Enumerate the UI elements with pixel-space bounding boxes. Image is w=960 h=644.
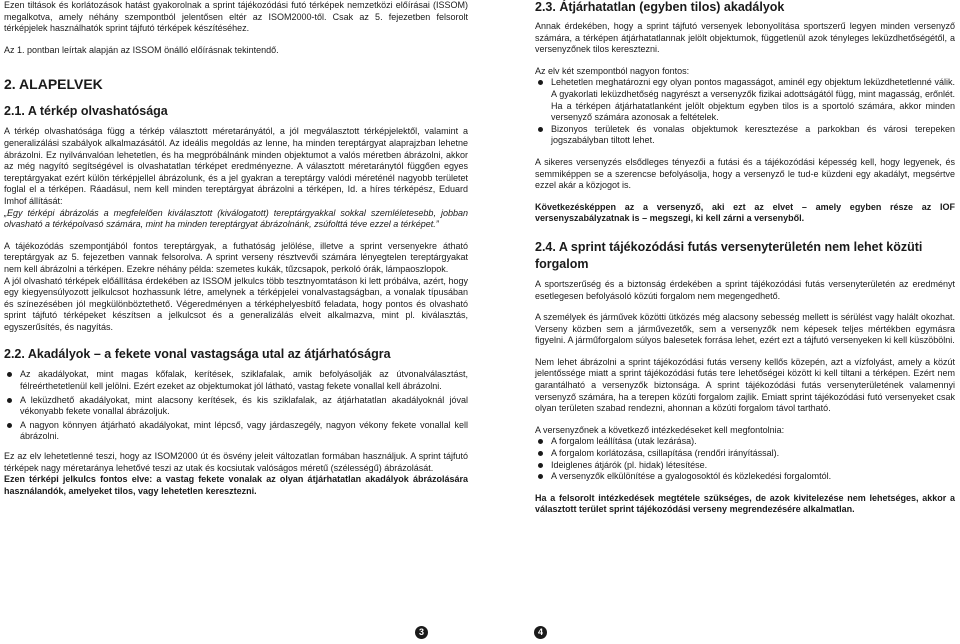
list-item: Az akadályokat, mint magas kőfalak, kerítések, sziklafalak, amik befolyásolják az útvonalválasztást, félreérthetetlenül kell jelölni. Ezért ezeket az objektumokat jól látható, vastag fekete vonallal kell ábrázolni. xyxy=(4,369,468,392)
section-2-2-title: 2.2. Akadályok – a fekete vonal vastagsága utal az átjárhatóságra xyxy=(4,347,391,362)
list-item: Ideiglenes átjárók (pl. hidak) létesítése. xyxy=(535,460,955,472)
imhof-quote: „Egy térképi ábrázolás a megfelelően kiválasztott (kiválogatott) tereptárgyakkal sokkal szemléletesebb, jobban olvasható a térképolvasó számára, mint ha minden tereptárgyat ábrázolnánk, zsúfolttá téve ezzel a térképet.” xyxy=(4,207,468,230)
section-2-4-title: 2.4. A sprint tájékozódási futás versenyterületén nem lehet közüti forgalom xyxy=(535,239,923,271)
list-item: A forgalom leállítása (utak lezárása). xyxy=(535,436,955,448)
right-page-column xyxy=(535,0,955,516)
intro-paragraph: Ezen tiltások és korlátozások hatást gyakorolnak a sprint tájékozódási futó térképek nemzetközi előírásai (ISSOM) megalkotva, amely néhány szempontból jelentősen eltér az ISOM2000-től. Csak az 5. fejezetben felsorolt térképjelek használhatók sprint tájfutó térképek készítéséhez. xyxy=(4,0,468,34)
list-item: A nagyon könnyen átjárható akadályokat, mint lépcső, vagy járdaszegély, nagyon vékony fekete vonallal kell ábrázolni. xyxy=(4,420,468,443)
list-item: Lehetetlen meghatározni egy olyan pontos magasságot, aminél egy objektum leküzdhetetlenné válik. A gyakorlati leküzdhetőség nagyrészt a versenyzők fizikai adottságától függ, mint magasság, erőnlét. Ha a térképen átjárhatatlanként jelölt objektum egyben tilos is a sportoló számára, akkor minden versenyző számára azonosak a feltételek. xyxy=(535,77,955,123)
page-number-right: 4 xyxy=(534,626,547,639)
section-2-3-list xyxy=(535,77,955,147)
list-item: Bizonyos területek és vonalas objektumok keresztezése a parkokban és városi terepeken jogszabályban tiltott lehet. xyxy=(535,124,955,147)
section-2-1-paragraph-2: A tájékozódás szempontjából fontos tereptárgyak, a futhatóság jelölése, illetve a sprint versenyekre átható tereptárgyak az 5. fejezetben vannak felsorolva. A sprint verseny résztvevői számára lényegtelen tereptárgyakat nem kell ábrázolni a térképen. Ezekre néhány példa: szemetes kukák, tűzcsapok, perkoló órák, lámpaoszlopok. xyxy=(4,240,468,274)
intro-note: Az 1. pontban leírtak alapján az ISSOM önálló előírásnak tekintendő. xyxy=(4,44,279,55)
section-2-4-lead: A versenyzőnek a következő intézkedéseket kell megfontolnia: xyxy=(535,424,785,435)
left-page-column xyxy=(4,0,468,497)
list-item: A forgalom korlátozása, csillapítása (rendőri irányítással). xyxy=(535,448,955,460)
section-2-4-paragraph-2: A személyek és járművek közötti ütközés még alacsony sebesség mellett is sérülést vagy halált okozhat. Verseny közben sem a járművezetők, sem a versenyzők nem képesek teljes mértékben egymásra figyelni. A járműforgalom súlyos balesetek forrása lehet, ezért ezt a tájfutó versenyeken ki kell küszöbölni. xyxy=(535,312,955,346)
section-2-1-title: 2.1. A térkép olvashatósága xyxy=(4,104,168,119)
section-2-2-bold-note: Ezen térképi jelkulcs fontos elve: a vastag fekete vonalak az olyan átjárhatatlan akadályok ábrázolására használandók, amelyeket tilos, vagy lehetetlen keresztezni. xyxy=(4,474,468,496)
section-2-2-list xyxy=(4,369,468,443)
section-2-4-paragraph-3: Nem lehet ábrázolni a sprint tájékozódási futás verseny kellős közepén, azt a vízfolyást, amely a közút jelentőssége miatt a sprint tájékozódási futás tere lehetőségei között ki kell tiltani a térképen. Ezért nem garantálható a versenyzők biztonsága. A sprint tájékozódási futás versenyterületének valamennyi versenyző számára, ha a terepen közúti forgalom zajlik. Emiatt sprint tájékozódási futó versenyeket csak olyan területen szabad rendezni, ahonnan a közúti forgalom távol tartható. xyxy=(535,356,955,414)
section-2-3-paragraph-2: A sikeres versenyzés elsődleges tényezői a futási és a tájékozódási képesség kell, hogy legyenek, és semmiképpen se a szerencse befolyásolja, hogy a versenyző le tud-e küzdeni egy akadályt, megsértve ezzel akár a közjogot is. xyxy=(535,156,955,191)
section-2-3-paragraph: Annak érdekében, hogy a sprint tájfutó versenyek lebonyolítása sportszerű legyen minden versenyző számára, a térképen átjárhatatlannak jelölt objektumok, függetlenül azok tényleges leküzdhetőségétől, a versenyzőnek tilos keresztezni. xyxy=(535,21,955,55)
section-2-3-lead: Az elv két szempontból nagyon fontos: xyxy=(535,65,690,76)
section-2-4-paragraph: A sportszerűség és a biztonság érdekében a sprint tájékozódási futás versenyterületén az eredményt esetlegesen befolyásoló közúti forgalom nem megengedhető. xyxy=(535,278,955,301)
section-2-1-paragraph-3: A jól olvasható térképek előállítása érdekében az ISSOM jelkulcs több tesztnyomtatáson ki lett próbálva, azért, hogy egy kiegyensúlyozott jelkulcsot hozhassunk létre, amelynek a térképjelei vonalvastagságban, a vonalak típusában és színezésében jól megkülönböztethető. Végeredményen a térképhelyesbítő feladata, hogy pontos és olvasható sprint tájfutó térképeket készítsen a jelkulcsot és a generalizálás elveit alkalmazva, mint pl. kiválasztás, egyszerűsítés, és nagyítás. xyxy=(4,275,468,332)
chapter-title: 2. ALAPELVEK xyxy=(4,76,103,93)
page-number-left: 3 xyxy=(415,626,428,639)
section-2-2-paragraph: Ez az elv lehetetlenné teszi, hogy az ISOM2000 út és ösvény jeleit változatlan formában használjuk. A sprint tájfutó térképek nagy méretaránya lehetővé teszi az utak és kocsiutak valóságos méretű (szélességű) ábrázolását. xyxy=(4,451,468,473)
section-2-4-bold-note: Ha a felsorolt intézkedések megtétele szükséges, de azok kivitelezése nem lehetséges, akkor a választott terület sprint tájékozódási verseny megrendezésére alkalmatlan. xyxy=(535,492,955,515)
section-2-4-list xyxy=(535,436,955,482)
list-item: A leküzdhető akadályokat, mint alacsony kerítések, és kis sziklafalak, az átjárhatatlan akadályoknál jóval vékonyabb fekete vonallal ábrázoljuk. xyxy=(4,395,468,418)
section-2-1-paragraph: A térkép olvashatósága függ a térkép választott méretarányától, a jól megválasztott térképjelektől, valamint a generalizálási szabályok alkalmazásától. Az ideális megoldás az lenne, ha minden tereptárgyat alaprajzban lehetne ábrázolni. Ez nyilvánvalóan lehetetlen, és ha megpróbálnánk minden objektumot a valós méretben ábrázolni, akkor az még nagyító segítségével is olvashatatlan térképet eredményezne. A választott méretaránytól függően egyes tereptárgyakat ezért külön térképjellel ábrázolunk, és a jel gyakran a tereptárgy valódi méreténél nagyobb területet foglal el a térképen. Ráadásul, nem kell minden tereptárgyat ábrázolni a térképen, Id. a híres térképész, Eduard Imhof állítását: xyxy=(4,126,468,206)
list-item: A versenyzők elkülönítése a gyalogosoktól és közlekedési forgalomtól. xyxy=(535,471,955,483)
section-2-3-bold-note: Következésképpen az a versenyző, aki ezt az elvet – amely egyben része az IOF versenyszabályzatnak is – megszegi, ki kell zárni a versenyből. xyxy=(535,201,955,224)
section-2-3-title: 2.3. Átjárhatatlan (egyben tilos) akadályok xyxy=(535,0,785,14)
